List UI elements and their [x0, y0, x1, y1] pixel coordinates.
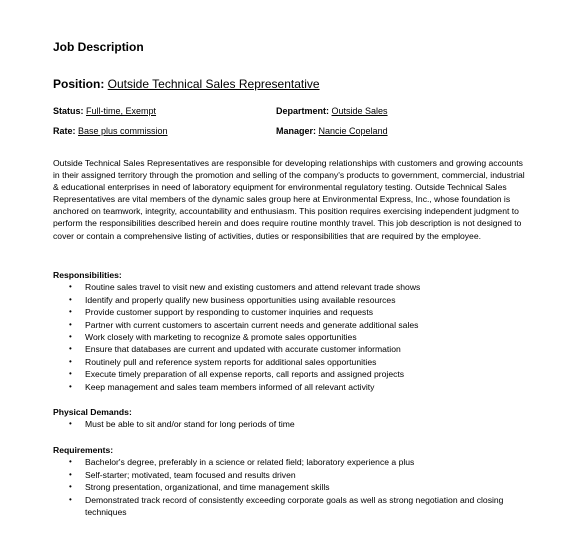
department-field — [276, 106, 388, 116]
list-item-text: Self-starter; motivated, team focused and results driven — [85, 469, 296, 480]
bullet-icon: • — [69, 482, 72, 492]
position-line — [53, 77, 320, 91]
department-label: Department: — [276, 106, 330, 116]
list-item-text: Execute timely preparation of all expense reports, call reports and assigned projects — [85, 369, 405, 380]
physical-demands-list — [53, 418, 533, 430]
list-item-text: Bachelor's degree, preferably in a science or related field; laboratory experience a plus — [85, 457, 415, 468]
bullet-icon: • — [69, 294, 72, 304]
list-item — [53, 281, 533, 293]
list-item-text: Must be able to sit and/or stand for long periods of time — [85, 419, 295, 430]
list-item — [53, 306, 533, 318]
list-item-text: Routinely pull and reference system reports for additional sales opportunities — [85, 356, 377, 367]
list-item — [53, 368, 533, 380]
bullet-icon: • — [69, 419, 72, 429]
rate-field — [53, 126, 168, 136]
list-item — [53, 356, 533, 368]
status-label: Status: — [53, 106, 84, 116]
responsibilities-title: Responsibilities: — [53, 270, 122, 280]
list-item-text: Partner with current customers to ascertain current needs and generate additional sales — [85, 319, 419, 330]
list-item — [53, 469, 533, 481]
requirements-title: Requirements: — [53, 445, 114, 455]
bullet-icon: • — [69, 344, 72, 354]
bullet-icon: • — [69, 381, 72, 391]
responsibilities-section — [53, 269, 533, 393]
physical-demands-section — [53, 406, 533, 431]
bullet-icon: • — [69, 369, 72, 379]
list-item-text: Ensure that databases are current and updated with accurate customer information — [85, 344, 401, 355]
list-item — [53, 456, 533, 468]
bullet-icon: • — [69, 282, 72, 292]
status-field — [53, 106, 156, 116]
position-value: Outside Technical Sales Representative — [107, 77, 320, 91]
manager-label: Manager: — [276, 126, 317, 136]
list-item-text: Demonstrated track record of consistently exceeding corporate goals as well as strong negotiation and closing techniques — [85, 494, 504, 518]
job-summary — [53, 157, 531, 242]
list-item-text: Keep management and sales team members informed of all relevant activity — [85, 381, 375, 392]
bullet-icon: • — [69, 494, 72, 504]
list-item-text: Routine sales travel to visit new and existing customers and attend relevant trade shows — [85, 282, 421, 293]
bullet-icon: • — [69, 469, 72, 479]
bullet-icon: • — [69, 332, 72, 342]
list-item — [53, 481, 533, 493]
document-title: Job Description — [53, 40, 144, 54]
job-summary-text: Outside Technical Sales Representatives are responsible for developing relationships with customers and growing accounts in their assigned territory through the promotion and selling of the company's products to government, commercial, industrial & educational enterprises in need of laboratory equipment for environmental regulatory testing. Outside Technical Sales Representatives are vital members of the dynamic sales group here at Environmental Express, Inc., whose foundation is anchored on teamwork, integrity, accountability and enthusiasm. This position requires exercising independent judgment to perform the responsibilities described herein and does require routine monthly travel. This job description is not designed to cover or contain a comprehensive listing of activities, duties or responsibilities that are required by the employee. — [53, 158, 525, 241]
manager-field — [276, 126, 388, 136]
list-item-text: Strong presentation, organizational, and time management skills — [85, 482, 330, 493]
position-label: Position: — [53, 77, 105, 91]
physical-demands-title: Physical Demands: — [53, 407, 132, 417]
manager-value: Nancie Copeland — [318, 126, 388, 136]
list-item — [53, 294, 533, 306]
list-item — [53, 331, 533, 343]
requirements-list — [53, 456, 533, 518]
department-value: Outside Sales — [331, 106, 388, 116]
list-item — [53, 319, 533, 331]
list-item-text: Identify and properly qualify new business opportunities using available resources — [85, 294, 396, 305]
rate-value: Base plus commission — [78, 126, 168, 136]
bullet-icon: • — [69, 457, 72, 467]
list-item — [53, 494, 533, 519]
responsibilities-list — [53, 281, 533, 393]
bullet-icon: • — [69, 356, 72, 366]
list-item-text: Provide customer support by responding to customer inquiries and requests — [85, 307, 374, 318]
list-item — [53, 343, 533, 355]
bullet-icon: • — [69, 307, 72, 317]
rate-label: Rate: — [53, 126, 76, 136]
requirements-section — [53, 444, 533, 518]
list-item — [53, 418, 533, 430]
status-value: Full-time, Exempt — [86, 106, 157, 116]
bullet-icon: • — [69, 319, 72, 329]
list-item — [53, 381, 533, 393]
list-item-text: Work closely with marketing to recognize & promote sales opportunities — [85, 332, 357, 343]
